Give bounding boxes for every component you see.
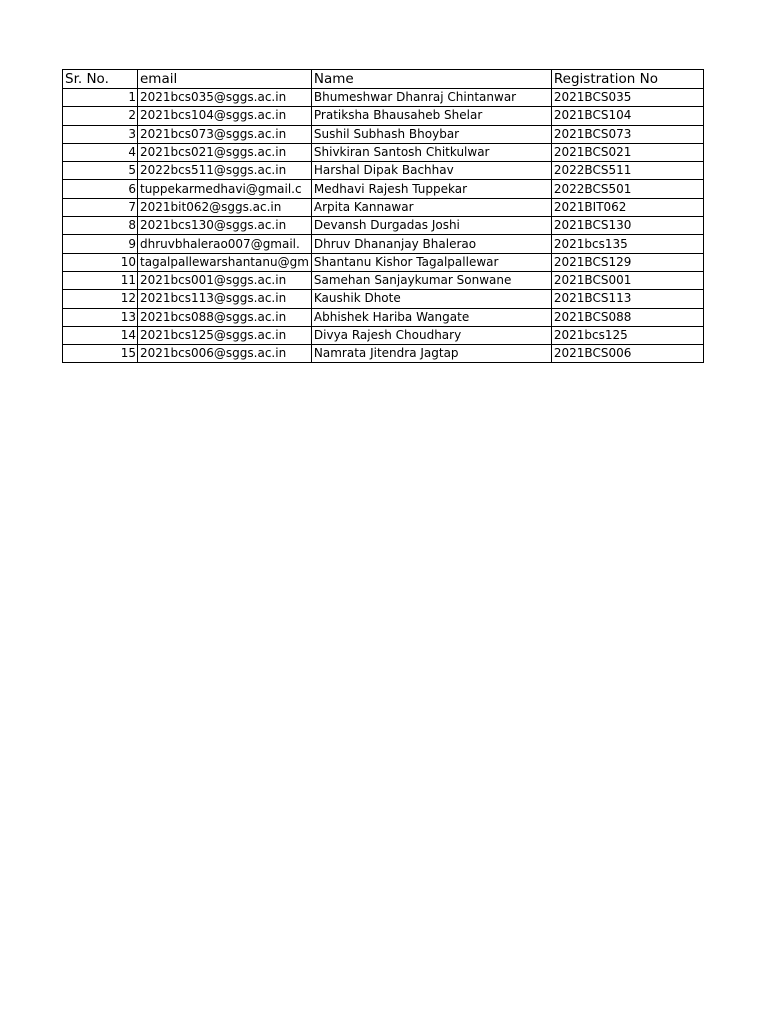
cell-email: 2021bcs021@sggs.ac.in <box>138 143 312 161</box>
cell-email: 2021bcs130@sggs.ac.in <box>138 217 312 235</box>
cell-sr-no: 2 <box>63 107 138 125</box>
cell-name: Sushil Subhash Bhoybar <box>311 125 551 143</box>
table-row <box>63 345 704 363</box>
table-row <box>63 125 704 143</box>
header-registration-no: Registration No <box>551 70 703 89</box>
cell-registration-no: 2021BIT062 <box>551 198 703 216</box>
cell-name: Devansh Durgadas Joshi <box>311 217 551 235</box>
cell-sr-no: 8 <box>63 217 138 235</box>
cell-name: Shantanu Kishor Tagalpallewar <box>311 253 551 271</box>
cell-registration-no: 2021bcs125 <box>551 326 703 344</box>
cell-name: Arpita Kannawar <box>311 198 551 216</box>
cell-registration-no: 2021BCS113 <box>551 290 703 308</box>
cell-sr-no: 7 <box>63 198 138 216</box>
cell-sr-no: 10 <box>63 253 138 271</box>
cell-registration-no: 2021BCS073 <box>551 125 703 143</box>
cell-sr-no: 5 <box>63 162 138 180</box>
cell-registration-no: 2021BCS001 <box>551 271 703 289</box>
cell-sr-no: 9 <box>63 235 138 253</box>
cell-email: 2021bcs088@sggs.ac.in <box>138 308 312 326</box>
cell-email: 2022bcs511@sggs.ac.in <box>138 162 312 180</box>
header-name: Name <box>311 70 551 89</box>
table-row <box>63 89 704 107</box>
header-email: email <box>138 70 312 89</box>
cell-registration-no: 2021BCS104 <box>551 107 703 125</box>
cell-sr-no: 3 <box>63 125 138 143</box>
cell-name: Pratiksha Bhausaheb Shelar <box>311 107 551 125</box>
cell-email: tuppekarmedhavi@gmail.c <box>138 180 312 198</box>
header-sr-no: Sr. No. <box>63 70 138 89</box>
cell-name: Harshal Dipak Bachhav <box>311 162 551 180</box>
cell-email: 2021bit062@sggs.ac.in <box>138 198 312 216</box>
cell-registration-no: 2021BCS035 <box>551 89 703 107</box>
header-row <box>63 70 704 89</box>
cell-email: 2021bcs073@sggs.ac.in <box>138 125 312 143</box>
cell-email: dhruvbhalerao007@gmail. <box>138 235 312 253</box>
cell-sr-no: 13 <box>63 308 138 326</box>
cell-registration-no: 2022BCS511 <box>551 162 703 180</box>
cell-email: 2021bcs035@sggs.ac.in <box>138 89 312 107</box>
cell-registration-no: 2021BCS021 <box>551 143 703 161</box>
cell-sr-no: 15 <box>63 345 138 363</box>
cell-name: Shivkiran Santosh Chitkulwar <box>311 143 551 161</box>
table-row <box>63 235 704 253</box>
cell-sr-no: 1 <box>63 89 138 107</box>
cell-registration-no: 2021bcs135 <box>551 235 703 253</box>
cell-sr-no: 14 <box>63 326 138 344</box>
cell-sr-no: 12 <box>63 290 138 308</box>
cell-name: Abhishek Hariba Wangate <box>311 308 551 326</box>
table-row <box>63 253 704 271</box>
cell-name: Divya Rajesh Choudhary <box>311 326 551 344</box>
cell-registration-no: 2022BCS501 <box>551 180 703 198</box>
table-row <box>63 180 704 198</box>
cell-email: tagalpallewarshantanu@gm <box>138 253 312 271</box>
cell-email: 2021bcs006@sggs.ac.in <box>138 345 312 363</box>
cell-name: Dhruv Dhananjay Bhalerao <box>311 235 551 253</box>
table-row <box>63 308 704 326</box>
cell-name: Kaushik Dhote <box>311 290 551 308</box>
table-row <box>63 326 704 344</box>
student-table <box>62 69 704 363</box>
table-row <box>63 198 704 216</box>
table-row <box>63 143 704 161</box>
cell-sr-no: 4 <box>63 143 138 161</box>
cell-name: Namrata Jitendra Jagtap <box>311 345 551 363</box>
table-row <box>63 217 704 235</box>
cell-sr-no: 6 <box>63 180 138 198</box>
cell-sr-no: 11 <box>63 271 138 289</box>
cell-name: Bhumeshwar Dhanraj Chintanwar <box>311 89 551 107</box>
cell-registration-no: 2021BCS130 <box>551 217 703 235</box>
cell-name: Samehan Sanjaykumar Sonwane <box>311 271 551 289</box>
cell-email: 2021bcs001@sggs.ac.in <box>138 271 312 289</box>
cell-registration-no: 2021BCS129 <box>551 253 703 271</box>
table-row <box>63 271 704 289</box>
table-row <box>63 107 704 125</box>
table-row <box>63 162 704 180</box>
cell-email: 2021bcs113@sggs.ac.in <box>138 290 312 308</box>
cell-registration-no: 2021BCS006 <box>551 345 703 363</box>
cell-registration-no: 2021BCS088 <box>551 308 703 326</box>
cell-name: Medhavi Rajesh Tuppekar <box>311 180 551 198</box>
table-row <box>63 290 704 308</box>
cell-email: 2021bcs125@sggs.ac.in <box>138 326 312 344</box>
table-body <box>63 89 704 363</box>
cell-email: 2021bcs104@sggs.ac.in <box>138 107 312 125</box>
